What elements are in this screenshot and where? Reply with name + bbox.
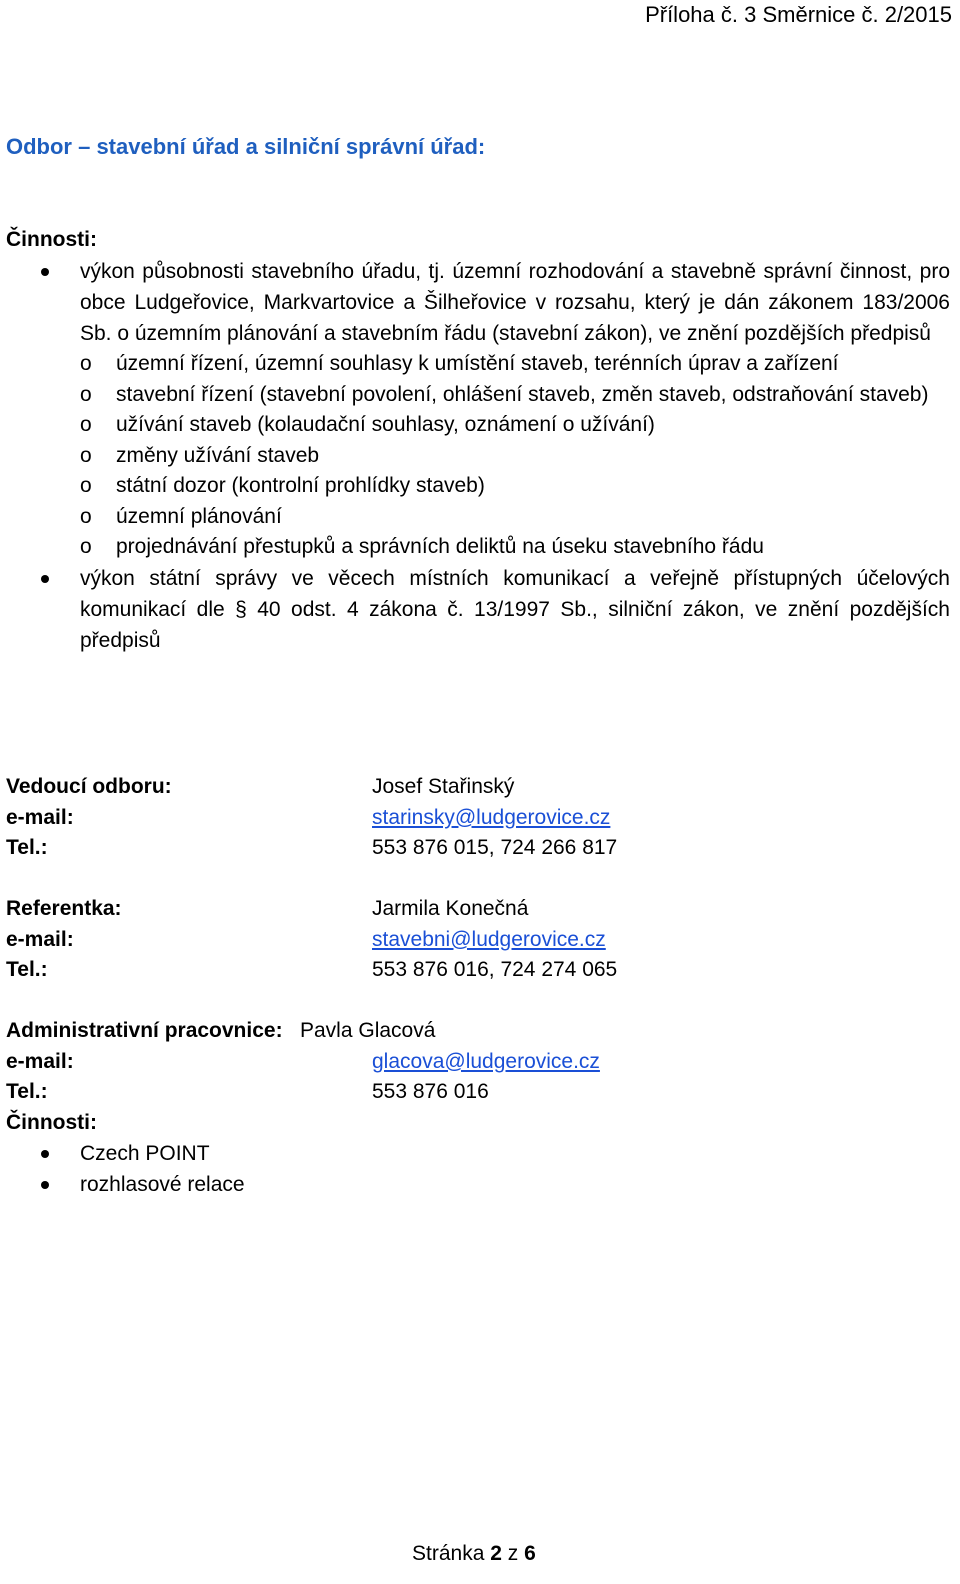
head-name: Josef Stařinský <box>372 775 515 798</box>
admin-activities-label: Činnosti: <box>6 1110 97 1134</box>
admin-name: Pavla Glacová <box>300 1019 436 1042</box>
sub-list <box>0 349 950 563</box>
contact-row <box>6 1108 906 1139</box>
sub-list-item: o stavební řízení (stavební povolení, ohlášení staveb, změn staveb, odstraňování staveb) <box>0 380 950 411</box>
sub-list-item: o státní dozor (kontrolní prohlídky staveb) <box>0 471 950 502</box>
contact-row <box>6 894 906 925</box>
contact-row <box>6 772 906 803</box>
admin-activities-list <box>6 1138 906 1200</box>
contact-row <box>6 1077 906 1108</box>
sub-list-item: o projednávání přestupků a správních deliktů na úseku stavebního řádu <box>0 532 950 563</box>
footer-page-number: 2 <box>490 1542 502 1565</box>
sub-list-item: o změny užívání staveb <box>0 441 950 472</box>
footer-separator: z <box>507 1542 519 1565</box>
referent-label: Referentka: <box>6 897 122 920</box>
bullet-icon <box>41 268 49 276</box>
bullet-icon <box>41 1150 49 1158</box>
email-label: e-mail: <box>6 805 74 829</box>
bullet-icon <box>41 575 49 583</box>
head-phone: 553 876 015, 724 266 817 <box>372 836 618 859</box>
circle-bullet-icon: o <box>80 474 92 497</box>
phone-label: Tel.: <box>6 836 48 859</box>
phone-label: Tel.: <box>6 958 48 981</box>
circle-bullet-icon: o <box>80 413 92 436</box>
activity-text: výkon státní správy ve věcech místních komunikací a veřejně přístupných účelových komunikací dle § 40 odst. 4 zákona č. 13/1997 Sb., silniční zákon, ve znění pozdějších předpisů <box>80 566 950 652</box>
head-email-link[interactable]: starinsky@ludgerovice.cz <box>372 805 611 829</box>
admin-phone: 553 876 016 <box>372 1080 489 1103</box>
bullet-icon <box>41 1181 49 1189</box>
sub-list-item: o územní plánování <box>0 502 950 533</box>
circle-bullet-icon: o <box>80 352 92 375</box>
circle-bullet-icon: o <box>80 504 92 528</box>
page-footer <box>412 1542 536 1566</box>
admin-label: Administrativní pracovnice: <box>6 1019 283 1042</box>
section-title: Odbor – stavební úřad a silniční správní úřad: <box>6 134 486 159</box>
sub-list-item: o užívání staveb (kolaudační souhlasy, oznámení o užívání) <box>0 410 950 441</box>
list-item: Czech POINT <box>0 1138 906 1169</box>
circle-bullet-icon: o <box>80 535 92 558</box>
spacer <box>6 986 906 1017</box>
contact-row <box>6 955 906 986</box>
circle-bullet-icon: o <box>80 382 92 406</box>
footer-total-pages: 6 <box>524 1542 536 1565</box>
contacts-section <box>6 772 906 1200</box>
page-header: Příloha č. 3 Směrnice č. 2/2015 <box>645 2 952 27</box>
email-label: e-mail: <box>6 927 74 951</box>
referent-email-link[interactable]: stavebni@ludgerovice.cz <box>372 927 606 951</box>
circle-bullet-icon: o <box>80 443 92 467</box>
contact-row <box>6 1047 906 1078</box>
email-label: e-mail: <box>6 1049 74 1073</box>
activity-text: výkon působnosti stavebního úřadu, tj. územní rozhodování a stavebně správní činnost, pro obce Ludgeřovice, Markvartovice a Šilheřovice v rozsahu, který je dán zákonem 183/2006 Sb. o územním plánování a stavebním řádu (stavební zákon), ve znění pozdějších předpisů <box>80 260 950 345</box>
phone-label: Tel.: <box>6 1080 48 1103</box>
referent-phone: 553 876 016, 724 274 065 <box>372 958 618 981</box>
footer-prefix: Stránka <box>412 1542 485 1565</box>
contact-row <box>6 1016 906 1047</box>
list-item <box>0 256 950 349</box>
contact-row <box>6 803 906 834</box>
spacer <box>6 864 906 895</box>
sub-list-item: o územní řízení, územní souhlasy k umístění staveb, terénních úprav a zařízení <box>0 349 950 380</box>
activities-list <box>0 256 950 656</box>
contact-row <box>6 925 906 956</box>
head-label: Vedoucí odboru: <box>6 775 172 798</box>
contact-row <box>6 833 906 864</box>
admin-email-link[interactable]: glacova@ludgerovice.cz <box>372 1049 600 1073</box>
referent-name: Jarmila Konečná <box>372 897 529 920</box>
list-item: rozhlasové relace <box>0 1169 906 1200</box>
activities-heading: Činnosti: <box>6 228 97 251</box>
list-item <box>0 563 950 656</box>
